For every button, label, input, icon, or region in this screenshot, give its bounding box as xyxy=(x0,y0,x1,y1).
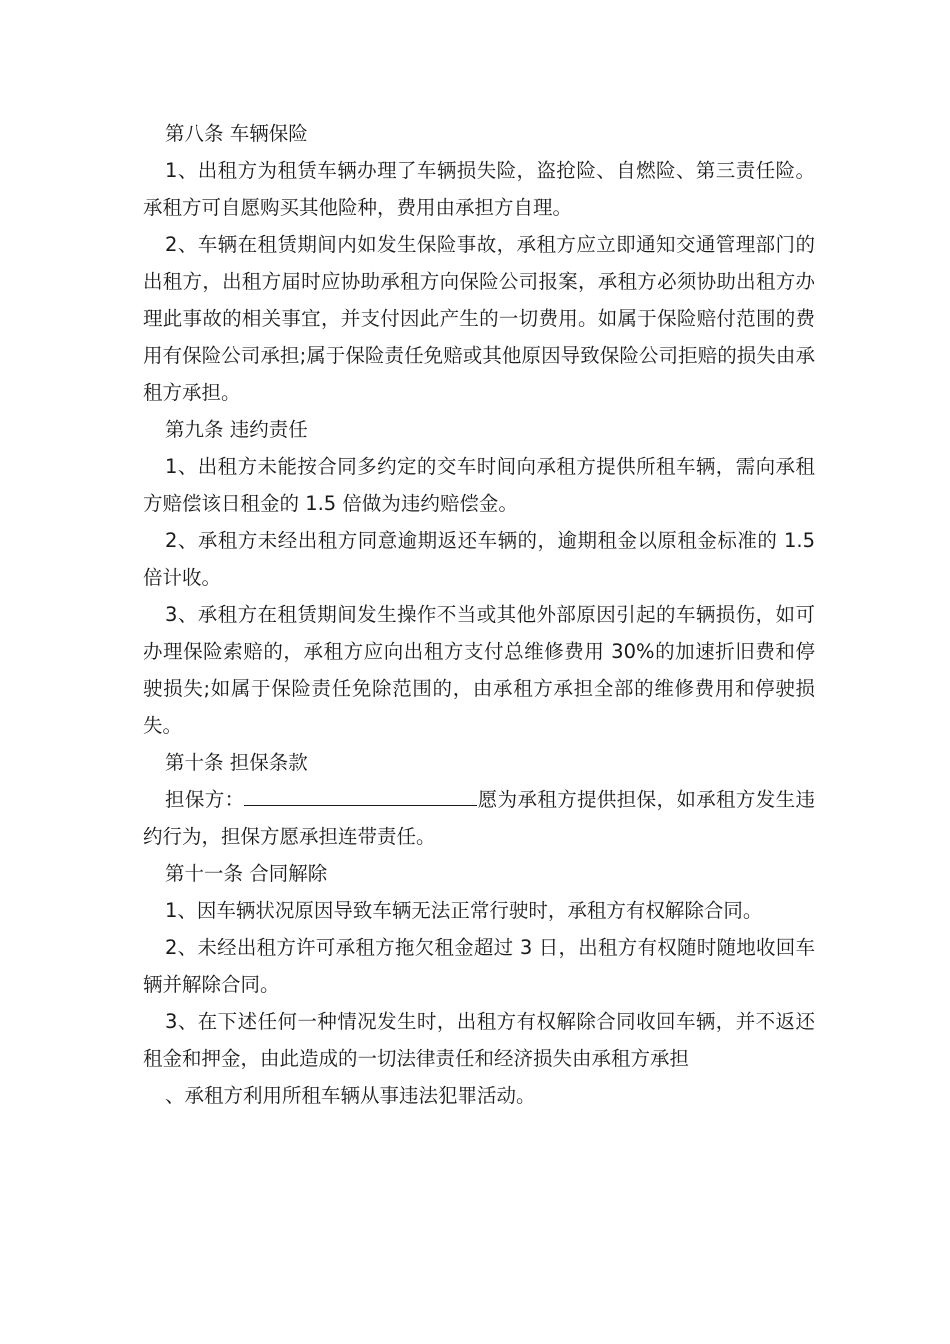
guarantee-clause xyxy=(143,781,815,855)
article-11-clause-3: 3、在下述任何一种情况发生时，出租方有权解除合同收回车辆，并不返还租金和押金，由此造成的一切法律责任和经济损失由承租方承担 xyxy=(143,1010,815,1070)
article-11-heading: 第十一条 合同解除 xyxy=(165,862,328,885)
article-9-clause-3: 3、承租方在租赁期间发生操作不当或其他外部原因引起的车辆损伤，如可办理保险索赔的，承租方应向出租方支付总维修费用 30%的加速折旧费和停驶损失;如属于保险责任免除范围的，由承租方承担全部的维修费用和停驶损失。 xyxy=(143,603,815,737)
guarantor-blank-line[interactable] xyxy=(244,783,477,806)
article-8-heading: 第八条 车辆保险 xyxy=(165,122,308,145)
guarantee-text: 愿为承租方提供担保，如承租方发生违约行为，担保方愿承担连带责任。 xyxy=(143,788,815,848)
article-11-sub-item: 、承租方利用所租车辆从事违法犯罪活动。 xyxy=(165,1084,536,1107)
article-10-heading: 第十条 担保条款 xyxy=(165,751,308,774)
article-9-clause-1: 1、出租方未能按合同多约定的交车时间向承租方提供所租车辆，需向承租方赔偿该日租金的 1.5 倍做为违约赔偿金。 xyxy=(143,455,815,515)
article-11-clause-2: 2、未经出租方许可承租方拖欠租金超过 3 日，出租方有权随时随地收回车辆并解除合同。 xyxy=(143,936,815,996)
guarantor-label: 担保方： xyxy=(165,788,245,811)
article-9-heading: 第九条 违约责任 xyxy=(165,418,308,441)
document-body xyxy=(143,115,815,1114)
article-11-clause-1: 1、因车辆状况原因导致车辆无法正常行驶时，承租方有权解除合同。 xyxy=(165,899,763,922)
article-9-clause-2: 2、承租方未经出租方同意逾期返还车辆的，逾期租金以原租金标准的 1.5 倍计收。 xyxy=(143,529,815,589)
article-8-clause-1: 1、出租方为租赁车辆办理了车辆损失险，盗抢险、自燃险、第三责任险。承租方可自愿购买其他险种，费用由承担方自理。 xyxy=(143,159,815,219)
article-8-clause-2: 2、车辆在租赁期间内如发生保险事故，承租方应立即通知交通管理部门的出租方，出租方届时应协助承租方向保险公司报案，承租方必须协助出租方办理此事故的相关事宜，并支付因此产生的一切费用。如属于保险赔付范围的费用有保险公司承担;属于保险责任免赔或其他原因导致保险公司拒赔的损失由承租方承担。 xyxy=(143,233,815,404)
